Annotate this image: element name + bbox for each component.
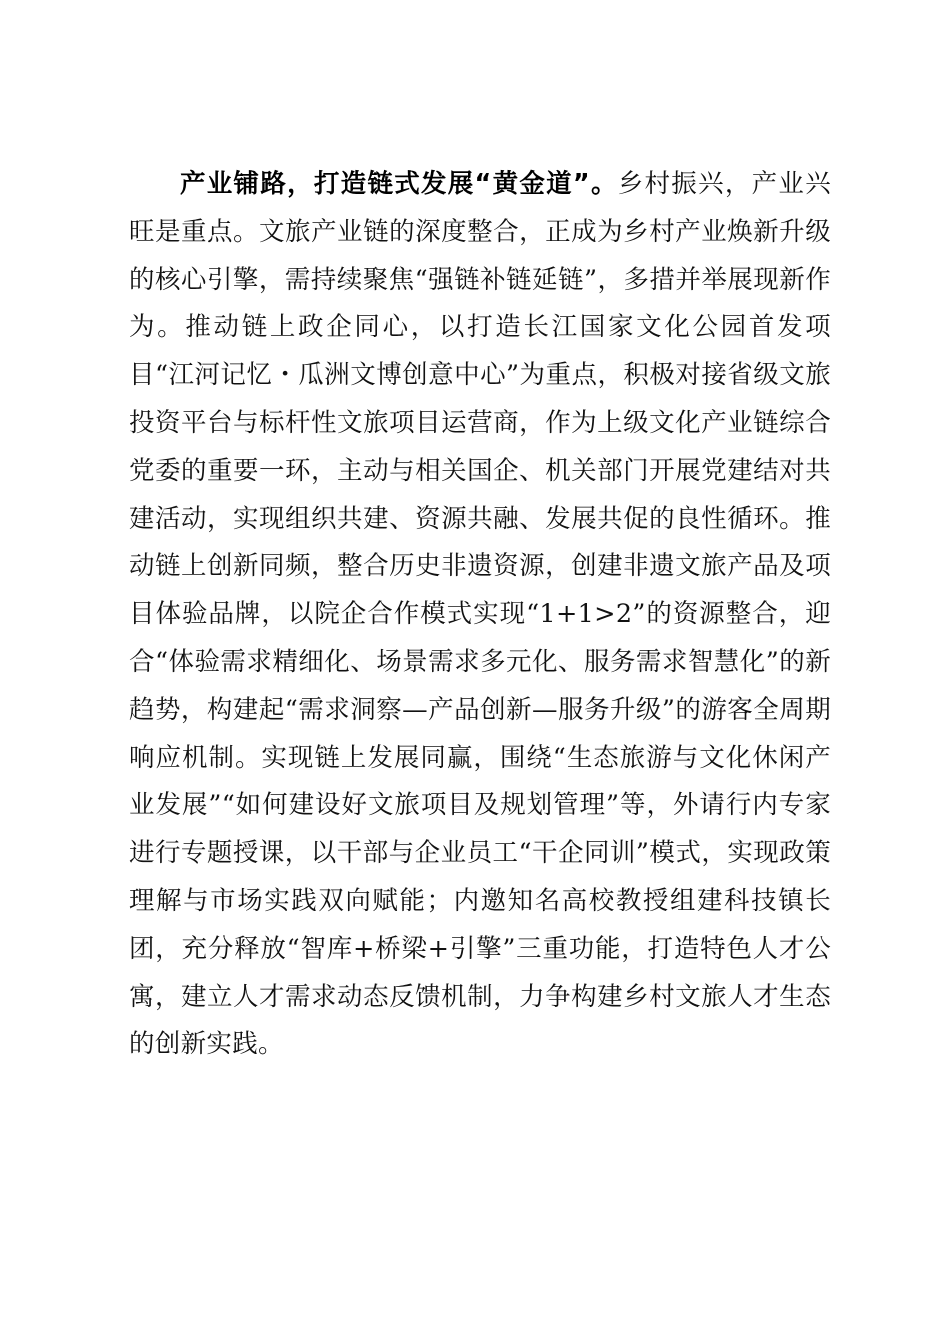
body-paragraph: [129, 161, 831, 1069]
paragraph-lead-heading: 产业铺路，打造链式发展“黄金道”。: [180, 169, 618, 199]
paragraph-body-text: 乡村振兴，产业兴旺是重点。文旅产业链的深度整合，正成为乡村产业焕新升级的核心引擎，需持续聚焦“强链补链延链”，多措并举展现新作为。推动链上政企同心，以打造长江国家文化公园首发项目“江河记忆・瓜洲文博创意中心”为重点，积极对接省级文旅投资平台与标杆性文旅项目运营商，作为上级文化产业链综合党委的重要一环，主动与相关国企、机关部门开展党建结对共建活动，实现组织共建、资源共融、发展共促的良性循环。推动链上创新同频，整合历史非遗资源，创建非遗文旅产品及项目体验品牌，以院企合作模式实现“1+1>2”的资源整合，迎合“体验需求精细化、场景需求多元化、服务需求智慧化”的新趋势，构建起“需求洞察—产品创新—服务升级”的游客全周期响应机制。实现链上发展同赢，围绕“生态旅游与文化休闲产业发展”“如何建设好文旅项目及规划管理”等，外请行内专家进行专题授课，以干部与企业员工“干企同训”模式，实现政策理解与市场实践双向赋能；内邀知名高校教授组建科技镇长团，充分释放“智库+桥梁+引擎”三重功能，打造特色人才公寓，建立人才需求动态反馈机制，力争构建乡村文旅人才生态的创新实践。: [129, 169, 831, 1060]
